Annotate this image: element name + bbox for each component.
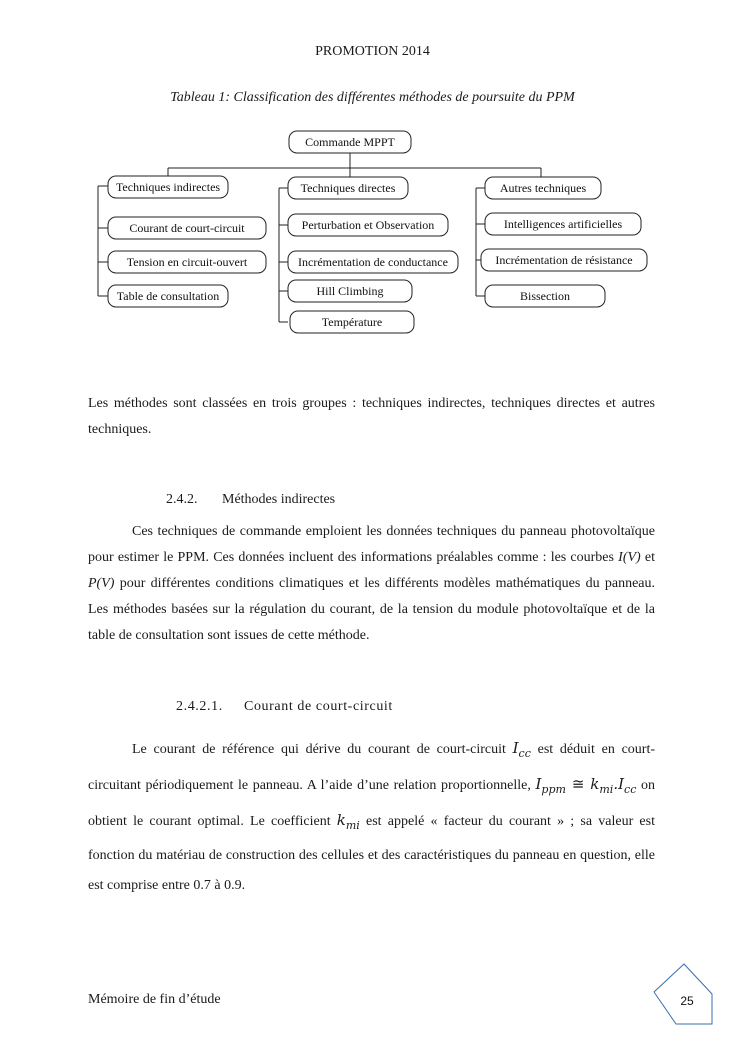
section-2421-paragraph [88, 733, 655, 901]
group-other-label: Autres techniques [499, 181, 587, 195]
page-number-badge [650, 962, 716, 1026]
section-242-paragraph [88, 519, 655, 649]
math-symbol: k [336, 811, 346, 829]
math-symbol: I [535, 775, 542, 793]
item-label: Tension en circuit-ouvert [126, 255, 248, 269]
item-label: Table de consultation [116, 289, 220, 303]
math-subscript: cc [624, 783, 637, 796]
group-direct-node [288, 177, 408, 199]
math-icc [512, 739, 531, 760]
math-pv: P(V) [88, 576, 115, 591]
group-direct-label: Techniques directes [300, 181, 396, 195]
section-heading-2421 [176, 699, 393, 715]
group-indirect-node [108, 176, 228, 198]
section-title: Courant de court-circuit [244, 699, 393, 714]
item-hill-climbing [288, 280, 412, 302]
mppt-classification-diagram [0, 0, 745, 345]
item-label: Hill Climbing [316, 284, 384, 298]
section-number: 2.4.2.1. [176, 699, 223, 714]
math-iv: I(V) [618, 550, 641, 565]
math-operator: ≅ [565, 775, 591, 793]
diagram-root-node [289, 131, 411, 153]
math-operator: . [613, 775, 619, 793]
math-equation [535, 775, 637, 796]
item-label: Intelligences artificielles [503, 217, 623, 231]
item-label: Incrémentation de résistance [495, 253, 633, 267]
page-header: PROMOTION 2014 [315, 44, 430, 59]
math-subscript: cc [518, 747, 531, 760]
item-perturbation-observation [288, 214, 448, 236]
item-label: Courant de court-circuit [129, 221, 245, 235]
item-incrementation-resistance [481, 249, 647, 271]
text-run: Le courant de référence qui dérive du courant de court-circuit [132, 742, 513, 757]
text-run: pour différentes conditions climatiques et les différents modèles mathématiques du panneau. Les méthodes basées sur la régulation du courant, de la tension du module photovoltaïque et de la table de consultation sont issues de cette méthode. [88, 576, 655, 643]
section-number: 2.4.2. [166, 492, 198, 507]
section-title: Méthodes indirectes [222, 492, 336, 507]
text-run: et [640, 550, 656, 565]
item-bissection [485, 285, 605, 307]
text-run: Ces techniques de commande emploient les données techniques du panneau photovoltaïque pour estimer le PPM. Ces données incluent des informations préalables comme : les courbes [88, 524, 655, 565]
math-symbol: k [590, 775, 600, 793]
math-subscript: mi [599, 783, 614, 796]
item-label: Bissection [520, 289, 570, 303]
footer-left-text: Mémoire de fin d’étude [88, 992, 221, 1007]
intro-paragraph: Les méthodes sont classées en trois groupes : techniques indirectes, techniques directes et autres techniques. [88, 396, 655, 437]
page-number: 25 [680, 994, 694, 1008]
item-courant-court-circuit [108, 217, 266, 239]
math-symbol: I [618, 775, 625, 793]
text-run: est déduit en court-circuitant périodiquement le panneau. A l’aide d’une relation proportionnelle, [88, 742, 655, 793]
text-run: on obtient le courant optimal. Le coefficient [88, 778, 655, 829]
math-subscript: mi [345, 819, 360, 832]
group-other-node [485, 177, 601, 199]
group-indirect-label: Techniques indirectes [115, 180, 221, 194]
item-tension-circuit-ouvert [108, 251, 266, 273]
text-run: est appelé « facteur du courant » ; sa valeur est fonction du matériau de construction des cellules et des caractéristiques du panneau en question, elle est comprise entre 0.7 à 0.9. [88, 814, 655, 893]
table-caption: Tableau 1: Classification des différentes méthodes de poursuite du PPM [170, 90, 575, 105]
item-label: Incrémentation de conductance [298, 255, 448, 269]
section-heading-242 [166, 492, 335, 508]
diagram-root-label: Commande MPPT [305, 135, 395, 149]
math-subscript: ppm [541, 783, 566, 796]
item-label: Température [321, 315, 383, 329]
math-kmi [336, 811, 360, 832]
item-incrementation-conductance [288, 251, 458, 273]
item-temperature [290, 311, 414, 333]
math-symbol: I [512, 739, 519, 757]
item-table-consultation [108, 285, 228, 307]
item-label: Perturbation et Observation [301, 218, 435, 232]
item-intelligences-artificielles [485, 213, 641, 235]
